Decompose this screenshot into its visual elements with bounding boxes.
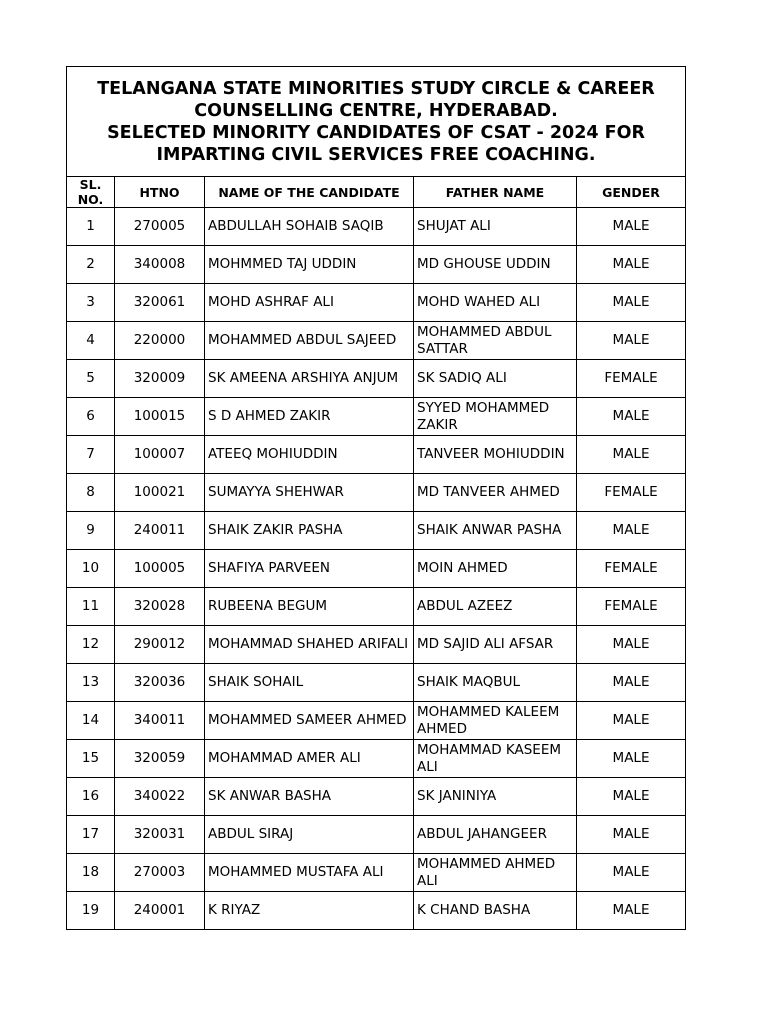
document-sheet — [66, 66, 685, 930]
title-line-3: SELECTED MINORITY CANDIDATES OF CSAT - 2024 FOR — [107, 122, 645, 143]
cell-sl-no: 2 — [67, 246, 115, 284]
cell-candidate-name: SHAIK SOHAIL — [205, 664, 414, 702]
cell-father-name: MOHAMMED ABDUL SATTAR — [414, 322, 577, 360]
cell-candidate-name: SK AMEENA ARSHIYA ANJUM — [205, 360, 414, 398]
cell-father-name: SK JANINIYA — [414, 778, 577, 816]
cell-sl-no: 9 — [67, 512, 115, 550]
header-gender: GENDER — [577, 177, 686, 208]
cell-father-name: MOHAMMED KALEEM AHMED — [414, 702, 577, 740]
cell-gender: MALE — [577, 322, 686, 360]
cell-htno: 320059 — [115, 740, 205, 778]
cell-candidate-name: MOHD ASHRAF ALI — [205, 284, 414, 322]
cell-sl-no: 11 — [67, 588, 115, 626]
cell-sl-no: 19 — [67, 892, 115, 930]
cell-candidate-name: MOHAMMAD AMER ALI — [205, 740, 414, 778]
table-row — [67, 626, 686, 664]
title-line-1: TELANGANA STATE MINORITIES STUDY CIRCLE & CAREER — [97, 78, 655, 99]
cell-sl-no: 14 — [67, 702, 115, 740]
table-row — [67, 702, 686, 740]
cell-father-name: SHUJAT ALI — [414, 208, 577, 246]
cell-father-name: MOHAMMAD KASEEM ALI — [414, 740, 577, 778]
cell-sl-no: 16 — [67, 778, 115, 816]
table-row — [67, 208, 686, 246]
cell-htno: 270003 — [115, 854, 205, 892]
cell-father-name: SHAIK ANWAR PASHA — [414, 512, 577, 550]
cell-htno: 320061 — [115, 284, 205, 322]
cell-father-name: SYYED MOHAMMED ZAKIR — [414, 398, 577, 436]
cell-candidate-name: SHAIK ZAKIR PASHA — [205, 512, 414, 550]
cell-gender: MALE — [577, 398, 686, 436]
cell-candidate-name: MOHAMMED ABDUL SAJEED — [205, 322, 414, 360]
header-father-name: FATHER NAME — [414, 177, 577, 208]
cell-htno: 240001 — [115, 892, 205, 930]
cell-gender: MALE — [577, 436, 686, 474]
cell-gender: MALE — [577, 778, 686, 816]
cell-sl-no: 12 — [67, 626, 115, 664]
cell-gender: MALE — [577, 702, 686, 740]
cell-htno: 320028 — [115, 588, 205, 626]
cell-sl-no: 17 — [67, 816, 115, 854]
header-sl-no — [67, 177, 115, 208]
cell-father-name: MD TANVEER AHMED — [414, 474, 577, 512]
cell-father-name: MOHAMMED AHMED ALI — [414, 854, 577, 892]
table-row — [67, 284, 686, 322]
document-title — [67, 67, 686, 177]
table-row — [67, 854, 686, 892]
cell-gender: MALE — [577, 664, 686, 702]
header-candidate-name: NAME OF THE CANDIDATE — [205, 177, 414, 208]
header-sl-no-line2: NO. — [77, 192, 104, 207]
cell-father-name: ABDUL JAHANGEER — [414, 816, 577, 854]
cell-candidate-name: ABDULLAH SOHAIB SAQIB — [205, 208, 414, 246]
table-row — [67, 436, 686, 474]
title-line-2: COUNSELLING CENTRE, HYDERABAD. — [194, 100, 558, 121]
cell-gender: FEMALE — [577, 550, 686, 588]
selection-table — [66, 66, 686, 930]
cell-htno: 100007 — [115, 436, 205, 474]
cell-gender: MALE — [577, 854, 686, 892]
cell-htno: 240011 — [115, 512, 205, 550]
cell-htno: 320009 — [115, 360, 205, 398]
cell-htno: 220000 — [115, 322, 205, 360]
cell-candidate-name: SUMAYYA SHEHWAR — [205, 474, 414, 512]
table-row — [67, 322, 686, 360]
cell-gender: MALE — [577, 892, 686, 930]
table-row — [67, 246, 686, 284]
cell-gender: MALE — [577, 512, 686, 550]
cell-candidate-name: SK ANWAR BASHA — [205, 778, 414, 816]
cell-htno: 340011 — [115, 702, 205, 740]
table-body — [67, 208, 686, 930]
cell-htno: 100005 — [115, 550, 205, 588]
cell-candidate-name: ABDUL SIRAJ — [205, 816, 414, 854]
cell-gender: FEMALE — [577, 474, 686, 512]
header-sl-no-line1: SL. — [79, 177, 102, 192]
header-htno: HTNO — [115, 177, 205, 208]
cell-candidate-name: ATEEQ MOHIUDDIN — [205, 436, 414, 474]
table-row — [67, 816, 686, 854]
cell-htno: 290012 — [115, 626, 205, 664]
cell-candidate-name: K RIYAZ — [205, 892, 414, 930]
cell-htno: 340008 — [115, 246, 205, 284]
cell-candidate-name: MOHMMED TAJ UDDIN — [205, 246, 414, 284]
cell-father-name: MOIN AHMED — [414, 550, 577, 588]
cell-gender: MALE — [577, 208, 686, 246]
cell-sl-no: 15 — [67, 740, 115, 778]
cell-candidate-name: S D AHMED ZAKIR — [205, 398, 414, 436]
table-row — [67, 550, 686, 588]
cell-father-name: MD SAJID ALI AFSAR — [414, 626, 577, 664]
cell-sl-no: 18 — [67, 854, 115, 892]
table-row — [67, 588, 686, 626]
table-row — [67, 778, 686, 816]
cell-htno: 320036 — [115, 664, 205, 702]
cell-father-name: K CHAND BASHA — [414, 892, 577, 930]
cell-gender: MALE — [577, 284, 686, 322]
cell-father-name: TANVEER MOHIUDDIN — [414, 436, 577, 474]
header-row — [67, 177, 686, 208]
cell-candidate-name: MOHAMMED SAMEER AHMED — [205, 702, 414, 740]
cell-candidate-name: SHAFIYA PARVEEN — [205, 550, 414, 588]
cell-htno: 100021 — [115, 474, 205, 512]
cell-sl-no: 13 — [67, 664, 115, 702]
cell-father-name: SK SADIQ ALI — [414, 360, 577, 398]
title-row — [67, 67, 686, 177]
cell-gender: FEMALE — [577, 360, 686, 398]
cell-father-name: SHAIK MAQBUL — [414, 664, 577, 702]
cell-sl-no: 4 — [67, 322, 115, 360]
table-row — [67, 512, 686, 550]
cell-gender: MALE — [577, 816, 686, 854]
cell-father-name: MD GHOUSE UDDIN — [414, 246, 577, 284]
table-row — [67, 474, 686, 512]
cell-htno: 320031 — [115, 816, 205, 854]
cell-sl-no: 5 — [67, 360, 115, 398]
cell-gender: MALE — [577, 740, 686, 778]
cell-candidate-name: MOHAMMAD SHAHED ARIFALI — [205, 626, 414, 664]
title-line-4: IMPARTING CIVIL SERVICES FREE COACHING. — [156, 144, 596, 165]
cell-sl-no: 3 — [67, 284, 115, 322]
table-row — [67, 892, 686, 930]
cell-sl-no: 6 — [67, 398, 115, 436]
cell-sl-no: 1 — [67, 208, 115, 246]
table-row — [67, 398, 686, 436]
cell-sl-no: 8 — [67, 474, 115, 512]
cell-gender: MALE — [577, 626, 686, 664]
cell-candidate-name: MOHAMMED MUSTAFA ALI — [205, 854, 414, 892]
cell-father-name: MOHD WAHED ALI — [414, 284, 577, 322]
cell-sl-no: 7 — [67, 436, 115, 474]
cell-gender: MALE — [577, 246, 686, 284]
cell-father-name: ABDUL AZEEZ — [414, 588, 577, 626]
table-row — [67, 664, 686, 702]
cell-htno: 340022 — [115, 778, 205, 816]
table-row — [67, 740, 686, 778]
cell-candidate-name: RUBEENA BEGUM — [205, 588, 414, 626]
table-row — [67, 360, 686, 398]
cell-gender: FEMALE — [577, 588, 686, 626]
cell-htno: 100015 — [115, 398, 205, 436]
cell-sl-no: 10 — [67, 550, 115, 588]
cell-htno: 270005 — [115, 208, 205, 246]
